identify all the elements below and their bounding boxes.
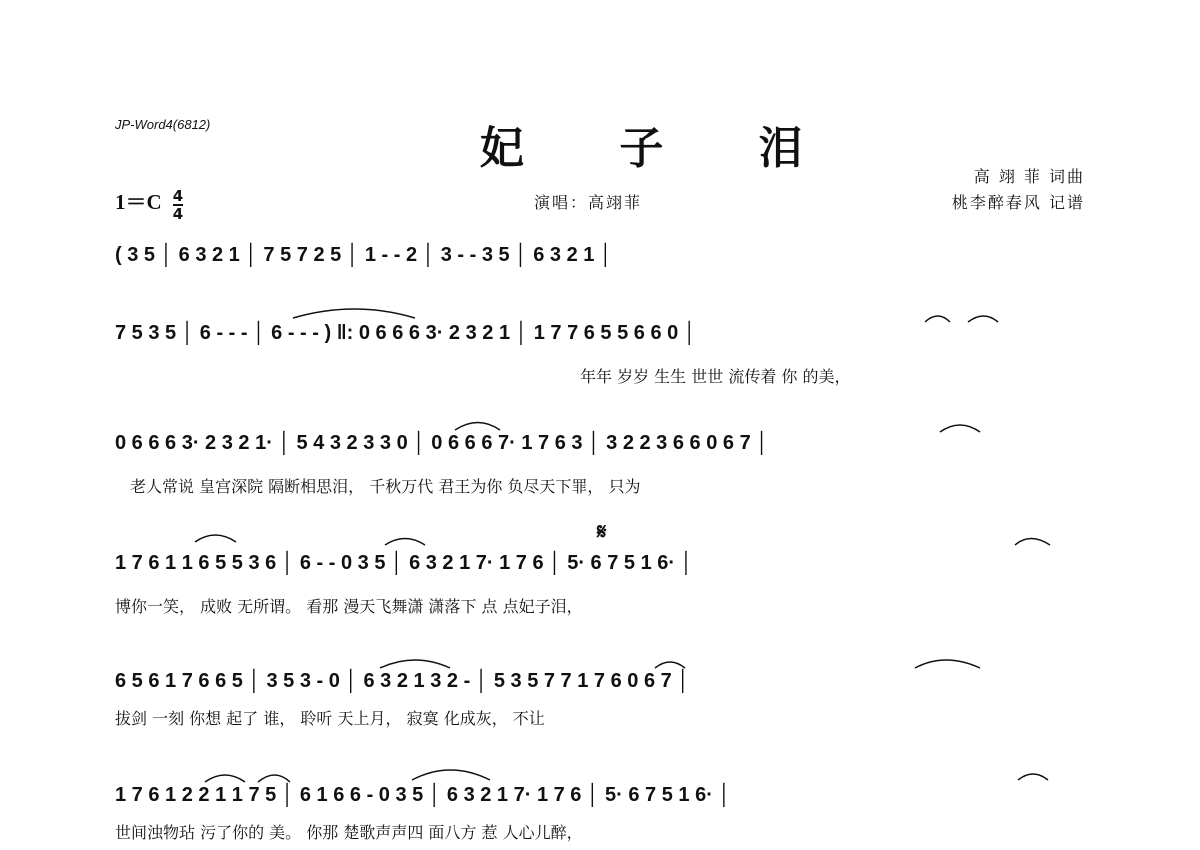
tie-mark (385, 539, 425, 546)
tie-mark (1015, 539, 1050, 546)
software-tag: JP-Word4(6812) (115, 117, 211, 132)
key-signature: 1＝C (115, 190, 162, 214)
tie-mark (925, 316, 950, 322)
tie-mark (1018, 774, 1048, 780)
score-line-6: 1 7 6 1 2 2 1 1 7 5 │ 6 1 6 6 - 0 3 5 │ 6 3 2 1 7· 1 7 6 │ 5· 6 7 5 1 6· │ (115, 784, 731, 806)
score-line-1: ( 3 5 │ 6 3 2 1 │ 7 5 7 2 5 │ 1 - - 2 │ 3 - - 3 5 │ 6 3 2 1 │ (115, 244, 613, 266)
tie-mark (968, 316, 998, 322)
credit-lyrics-music: 高 翊 菲 词曲 (973, 167, 1085, 186)
score-line-2: 7 5 3 5 │ 6 - - - │ 6 - - - ) ‖: 0 6 6 6 3· 2 3 2 1 │ 1 7 7 6 5 5 6 6 0 │ (115, 322, 697, 344)
tie-mark (455, 423, 500, 431)
lyric-line-5: 拔剑 一刻 你想 起了 谁， 聆听 天上月， 寂寞 化成灰， 不让 (115, 709, 545, 728)
score-line-4: 1 7 6 1 1 6 5 5 3 6 │ 6 - - 0 3 5 │ 6 3 2 1 7· 1 7 6 │ 5· 6 7 5 1 6· │ (115, 552, 694, 574)
score-line-3: 0 6 6 6 3· 2 3 2 1· │ 5 4 3 2 3 3 0 │ 0 6 6 6 7· 1 7 6 3 │ 3 2 2 3 6 6 0 6 7 │ (115, 432, 769, 454)
segno-sign: 𝄋 (597, 520, 607, 545)
lyric-line-4: 博你一笑， 成败 无所谓。 看那 漫天飞舞潇 潇落下 点 点妃子泪， (115, 597, 583, 616)
credit-transcriber: 桃李醉春风 记谱 (951, 193, 1085, 212)
tie-mark (940, 425, 980, 432)
tie-mark (293, 309, 415, 318)
lyric-line-6: 世间浊物玷 污了你的 美。 你那 楚歌声声四 面八方 惹 人心儿醉， (115, 823, 583, 842)
tie-mark (915, 660, 980, 668)
tie-mark (412, 770, 490, 780)
tie-mark (205, 775, 245, 782)
lyric-line-3: 老人常说 皇宫深院 隔断相思泪， 千秋万代 君王为你 负尽天下罪， 只为 (130, 477, 641, 496)
time-signature-bottom: 4 (172, 204, 184, 223)
singer-label: 演唱：高翊菲 (534, 193, 643, 212)
score-line-5: 6 5 6 1 7 6 6 5 │ 3 5 3 - 0 │ 6 3 2 1 3 2 - │ 5 3 5 7 7 1 7 6 0 6 7 │ (115, 670, 690, 692)
page-title: 妃 子 泪 (480, 123, 843, 174)
tie-mark (655, 662, 685, 668)
time-signature-top: 4 (172, 186, 184, 205)
tie-mark (195, 535, 236, 542)
tie-mark (258, 775, 290, 782)
lyric-line-2: 年年 岁岁 生生 世世 流传着 你 的美， (580, 367, 851, 386)
tie-mark (380, 660, 450, 668)
